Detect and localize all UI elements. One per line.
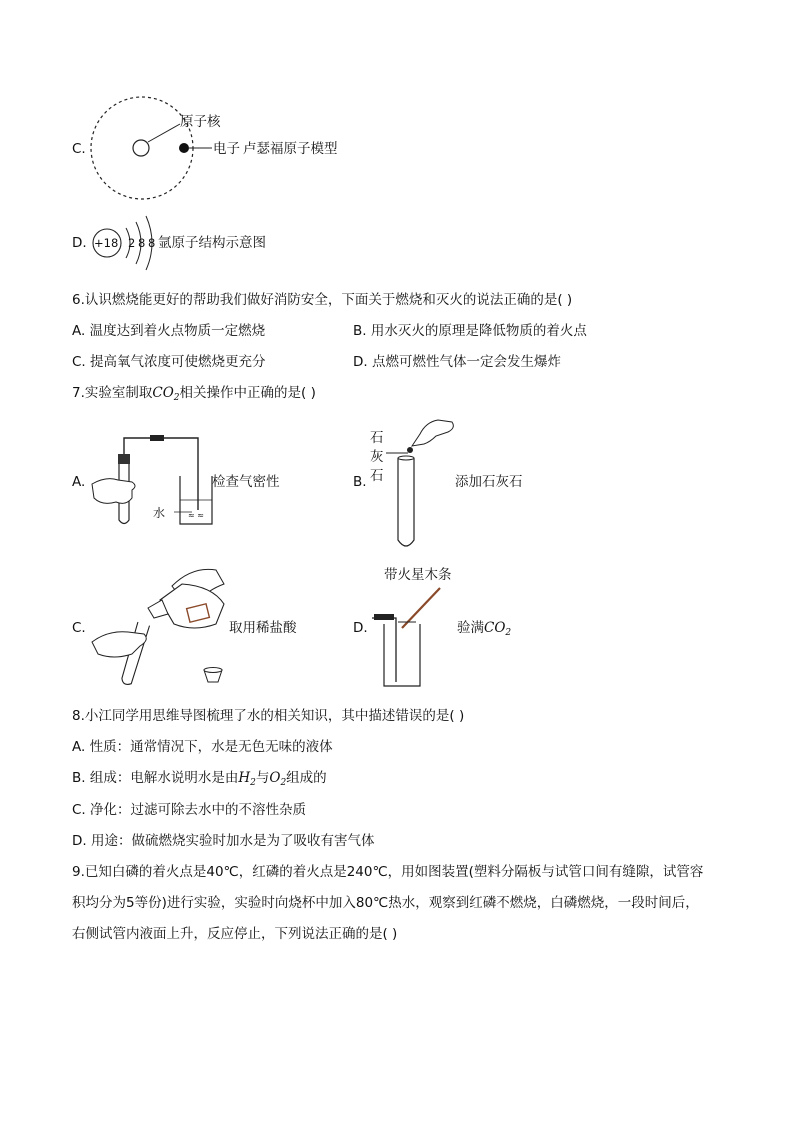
- argon-shell-1: 2: [128, 236, 136, 250]
- glowing-splint-label: 带火星木条: [384, 567, 452, 583]
- q7-d-caption-formula: CO: [484, 620, 506, 636]
- q9-line-1: 9.已知白磷的着火点是40℃，红磷的着火点是240℃，用如图装置(塑料分隔板与试管口间有缝隙，试管容: [72, 864, 704, 880]
- q8-stem: 8.小江同学用思维导图梳理了水的相关知识，其中描述错误的是( ): [72, 708, 465, 724]
- q8-b-h-sub: 2: [250, 778, 256, 788]
- q8-b-pre: B. 组成：电解水说明水是由: [72, 770, 239, 786]
- holding-hand: [92, 632, 146, 657]
- hand: [92, 479, 135, 504]
- q8-b-o: O: [269, 770, 281, 786]
- limestone-char-3: 石: [370, 468, 384, 484]
- q8-option-c: C. 净化：过滤可除去水中的不溶性杂质: [72, 802, 307, 818]
- q7-stem-formula: CO: [152, 385, 174, 401]
- q7-d-caption-sub: 2: [505, 628, 512, 638]
- pour-acid-figure: [88, 560, 228, 692]
- limestone-char-2: 灰: [370, 449, 384, 465]
- q7-option-a-caption: 检查气密性: [212, 474, 280, 490]
- limestone-char-1: 石: [370, 430, 384, 446]
- q7-stem-pre: 7.实验室制取: [72, 385, 153, 401]
- stopper-top: [204, 668, 222, 673]
- q7-option-d-letter: D.: [353, 620, 368, 636]
- q8-option-b: [72, 769, 327, 792]
- water-label: 水: [153, 506, 166, 520]
- add-limestone-figure: [386, 416, 466, 552]
- q8-option-d: D. 用途：做硫燃烧实验时加水是为了吸收有害气体: [72, 833, 375, 849]
- q7-stem: [72, 384, 316, 407]
- q6-option-a: A. 温度达到着火点物质一定燃烧: [72, 323, 266, 339]
- q7-option-a-letter: A.: [72, 474, 86, 490]
- tweezers-hand: [412, 420, 453, 446]
- q8-b-h: H: [238, 770, 251, 786]
- q9-line-3: 右侧试管内液面上升，反应停止，下列说法正确的是( ): [72, 926, 398, 942]
- q7-d-caption-pre: 验满: [457, 620, 484, 636]
- q6-stem: 6.认识燃烧能更好的帮助我们做好消防安全，下面关于燃烧和灭火的说法正确的是( ): [72, 292, 573, 308]
- rubber-connector: [150, 435, 164, 441]
- rutherford-caption: 卢瑟福原子模型: [243, 141, 338, 157]
- co2-test-figure: [370, 584, 450, 688]
- q7-option-c-letter: C.: [72, 620, 86, 636]
- argon-shell-2: 8: [138, 236, 146, 250]
- gas-bottle: [384, 624, 420, 686]
- q8-b-mid: 与: [255, 770, 270, 786]
- q5-option-c-letter: C.: [72, 141, 86, 157]
- q8-b-post: 组成的: [286, 770, 327, 786]
- delivery-tube: [124, 438, 198, 510]
- q7-option-c-caption: 取用稀盐酸: [229, 620, 297, 636]
- electron-label: 电子: [213, 141, 240, 157]
- q7-stem-post: 相关操作中正确的是( ): [179, 385, 316, 401]
- test-tube-stopper: [118, 454, 130, 464]
- limestone-lump: [407, 447, 413, 453]
- nucleus: [133, 140, 149, 156]
- q7-option-b-caption: 添加石灰石: [455, 474, 523, 490]
- nucleus-label: 原子核: [180, 114, 221, 130]
- q9-line-2: 积均分为5等份)进行实验，实验时向烧杯中加入80℃热水，观察到红磷不燃烧，白磷燃烧，一段时间后，: [72, 895, 699, 911]
- q6-option-d: D. 点燃可燃性气体一定会发生爆炸: [353, 354, 561, 370]
- argon-shell-3: 8: [148, 236, 156, 250]
- q7-option-b-letter: B.: [353, 474, 367, 490]
- electron: [179, 143, 189, 153]
- test-tube-mouth: [398, 456, 414, 460]
- q5-option-d-letter: D.: [72, 235, 87, 251]
- nucleus-pointer-line: [148, 124, 180, 142]
- rutherford-model-figure: [88, 94, 198, 204]
- test-tube-vertical: [398, 458, 414, 546]
- q8-option-a: A. 性质：通常情况下，水是无色无味的液体: [72, 739, 333, 755]
- bubble-marks: ≈ ≈: [188, 511, 204, 520]
- q6-option-b: B. 用水灭火的原理是降低物质的着火点: [353, 323, 587, 339]
- q6-option-c: C. 提高氧气浓度可使燃烧更充分: [72, 354, 266, 370]
- bottle-mouth-stopper: [374, 614, 394, 620]
- q7-option-d-caption: [457, 619, 511, 642]
- q7-stem-sub: 2: [173, 393, 180, 403]
- argon-nucleus-charge: +18: [94, 236, 119, 250]
- argon-caption: 氩原子结构示意图: [158, 235, 266, 251]
- q8-b-o-sub: 2: [280, 778, 287, 788]
